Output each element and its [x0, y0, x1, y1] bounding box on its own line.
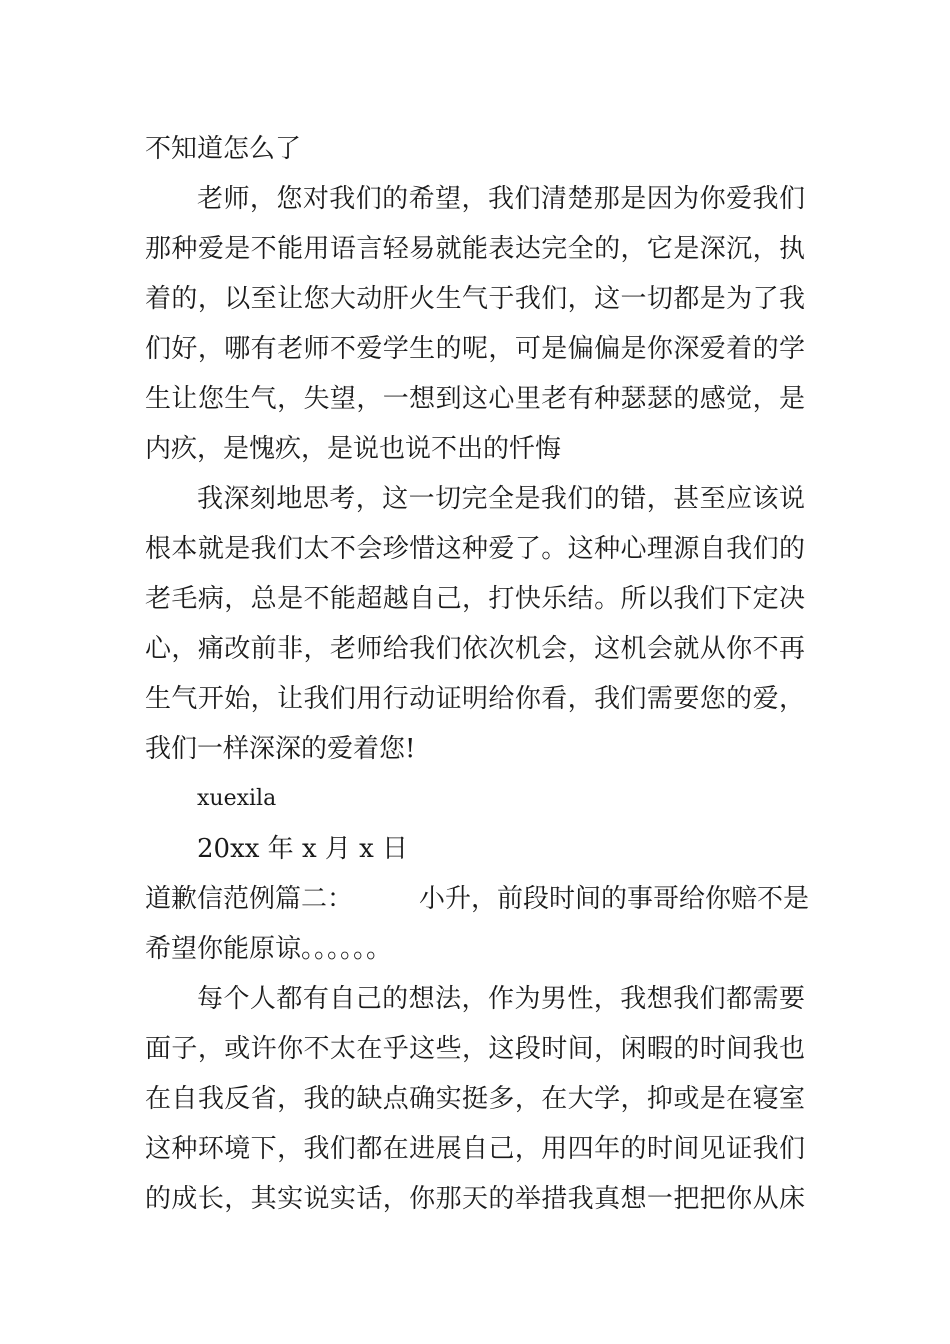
signature-name: xuexila [197, 786, 277, 811]
section-heading-line [145, 879, 810, 919]
text-line: 生让您生气，失望，一想到这心里老有种瑟瑟的感觉，是 [145, 384, 805, 414]
text-line: 根本就是我们太不会珍惜这种爱了。这种心理源自我们的 [145, 534, 805, 564]
text-line: 的成长，其实说实话，你那天的举措我真想一把把你从床 [145, 1184, 805, 1214]
text-line: 着的，以至让您大动肝火生气于我们，这一切都是为了我 [145, 284, 805, 314]
paragraph-first-line: 我深刻地思考，这一切完全是我们的错，甚至应该说 [197, 484, 805, 514]
text-line: 心，痛改前非，老师给我们依次机会，这机会就从你不再 [145, 634, 805, 664]
paragraph-first-line: 每个人都有自己的想法，作为男性，我想我们都需要 [197, 984, 805, 1014]
text-line: 内疚，是愧疚，是说也说不出的忏悔 [145, 434, 562, 464]
text-line: 生气开始，让我们用行动证明给你看，我们需要您的爱， [145, 684, 805, 714]
text-line: 老毛病，总是不能超越自己，打快乐结。所以我们下定决 [145, 584, 805, 614]
text-line: 面子，或许你不太在乎这些，这段时间，闲暇的时间我也 [145, 1034, 805, 1064]
text-line: 我们一样深深的爱着您! [145, 734, 416, 764]
paragraph-first-line: 老师，您对我们的希望，我们清楚那是因为你爱我们 [197, 184, 805, 214]
text-line: 们好，哪有老师不爱学生的呢，可是偏偏是你深爱着的学 [145, 334, 805, 364]
section-heading: 道歉信范例篇二： [145, 884, 354, 914]
signature-date: 20xx 年 x 月 x 日 [197, 834, 409, 864]
text-line: 在自我反省，我的缺点确实挺多，在大学，抑或是在寝室 [145, 1084, 805, 1114]
text-line: 这种环境下，我们都在进展自己，用四年的时间见证我们 [145, 1134, 805, 1164]
text-line: 不知道怎么了 [145, 134, 302, 164]
text-line: 那种爱是不能用语言轻易就能表达完全的，它是深沉，执 [145, 234, 805, 264]
text-line: 希望你能原谅。。。。。。 [145, 934, 393, 964]
text-line: 小升，前段时间的事哥给你赔不是 [419, 884, 810, 914]
